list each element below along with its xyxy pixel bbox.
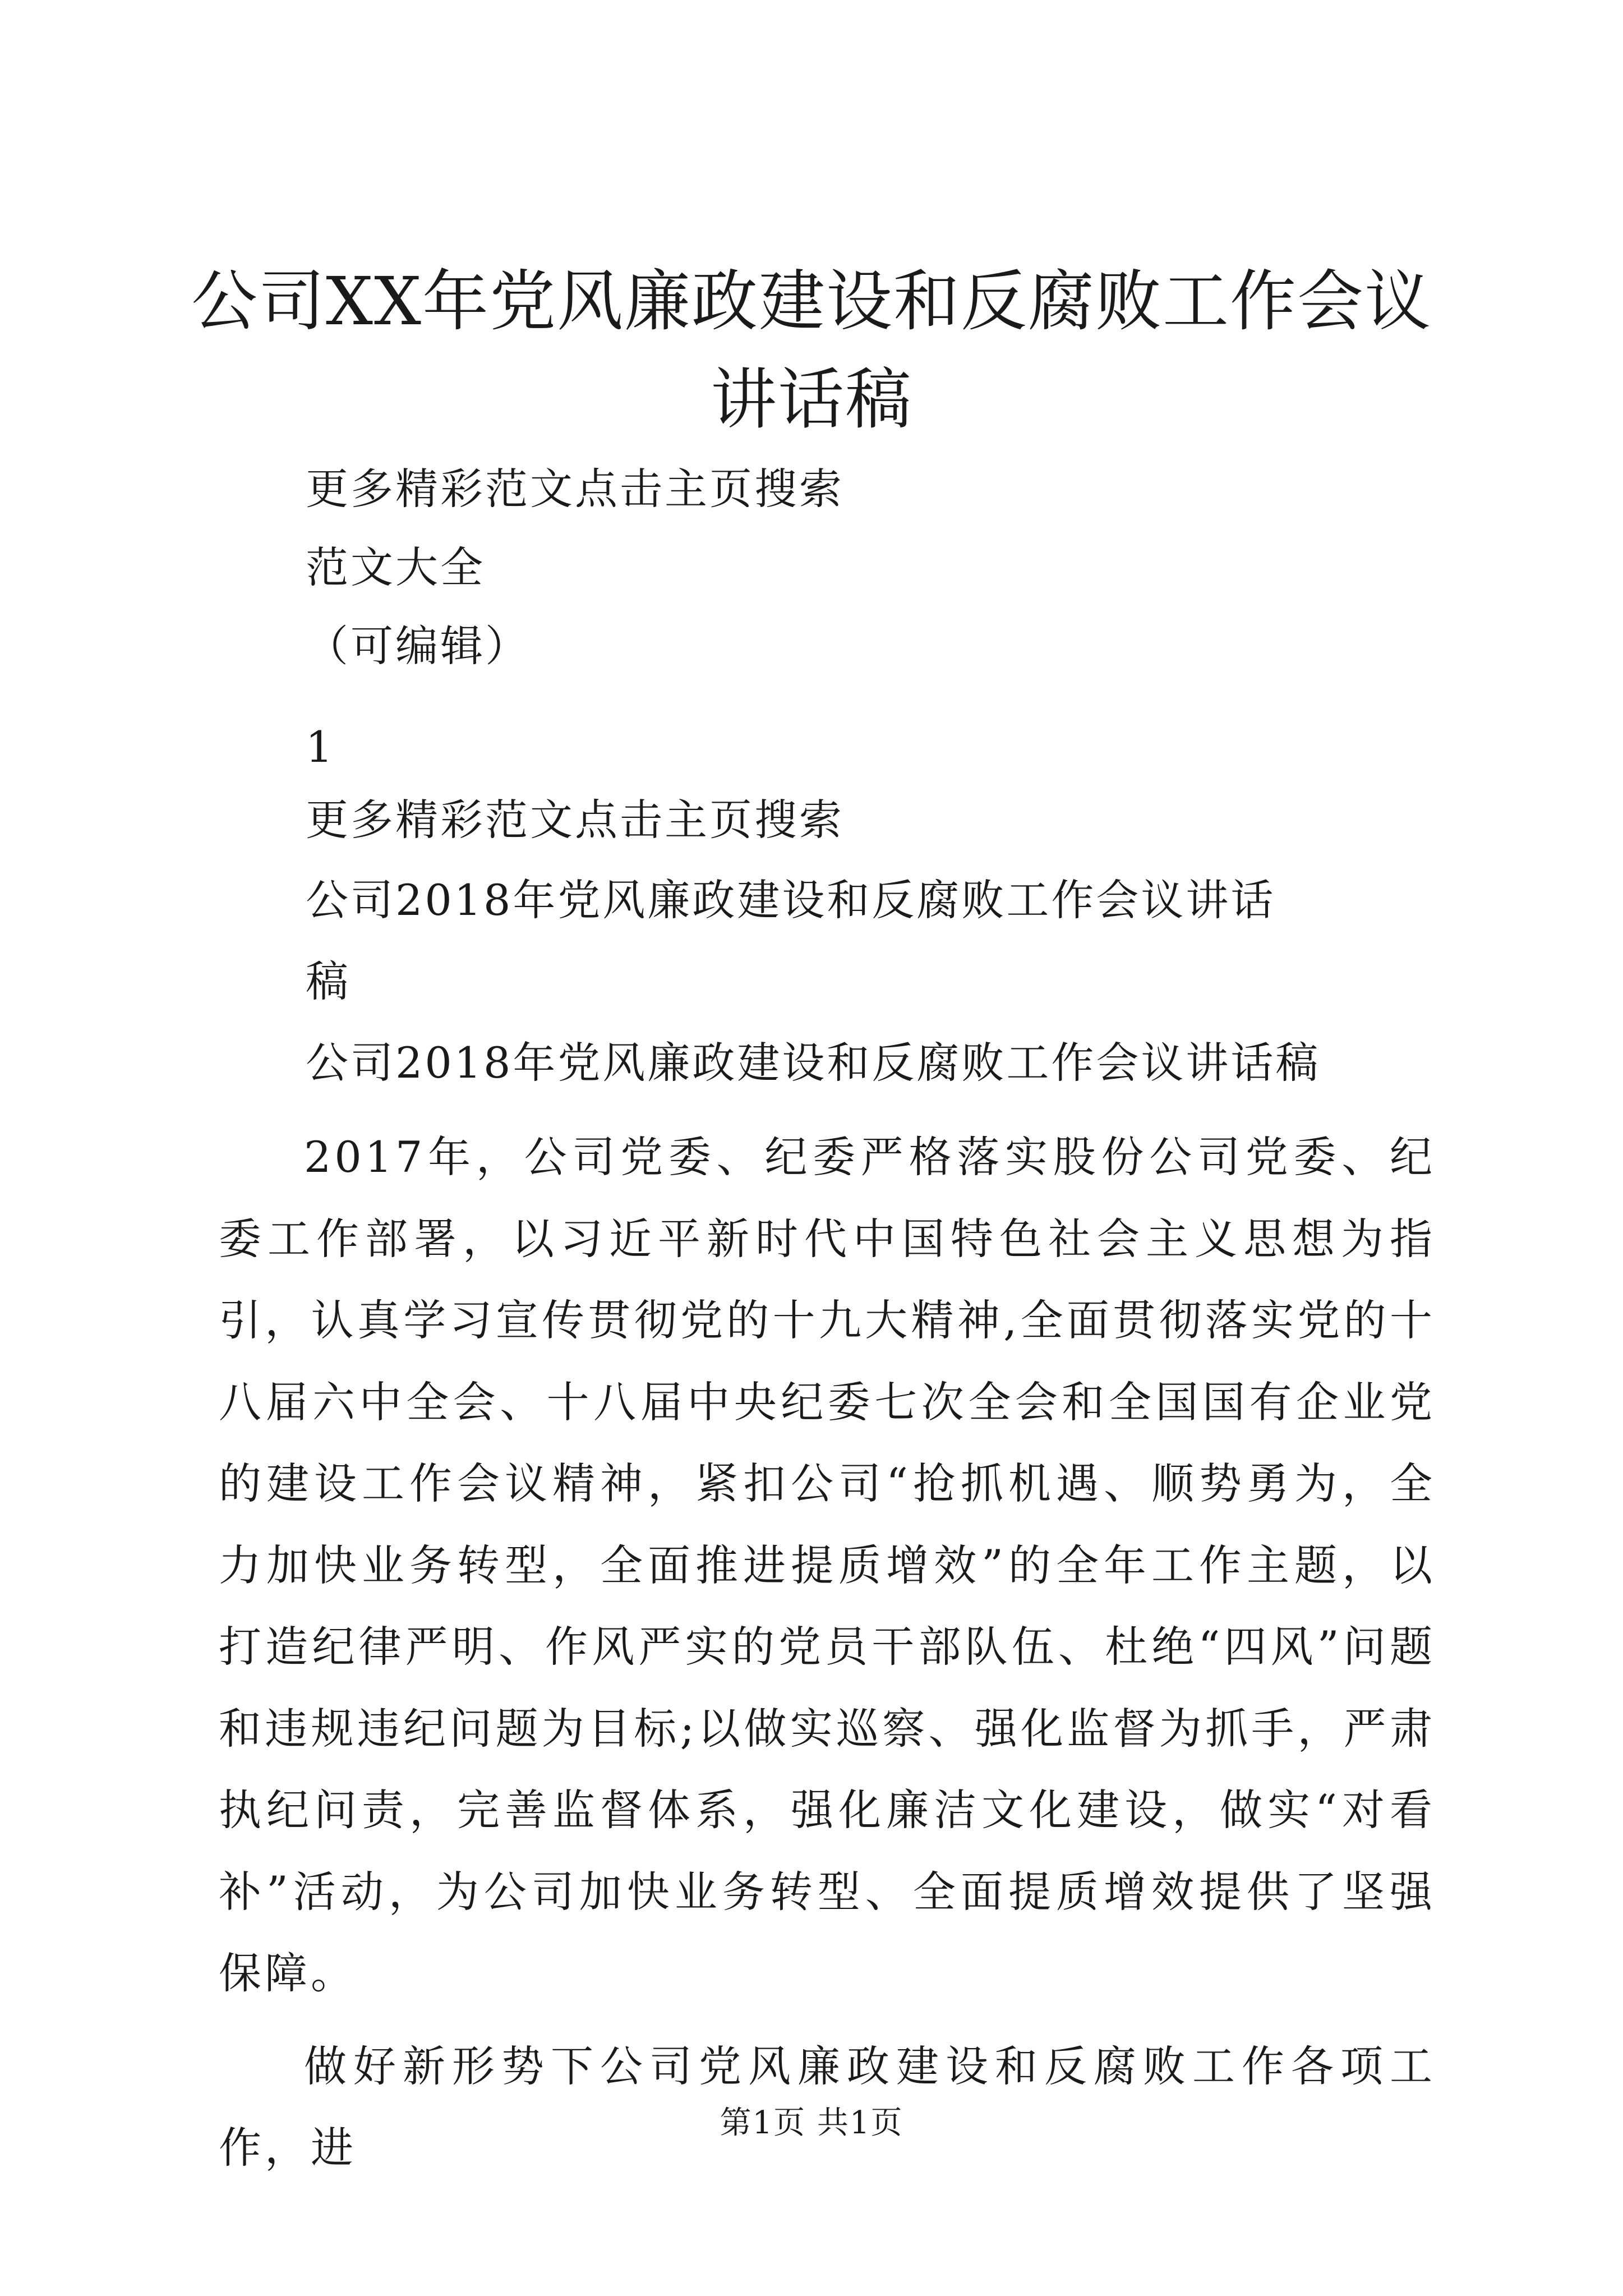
page-number-line: 1 — [306, 722, 335, 772]
subtitle-line: 公司2018年党风廉政建设和反腐败工作会议讲话 — [306, 875, 1276, 925]
promo-line-repeat: 更多精彩范文点击主页搜索 — [306, 795, 844, 845]
category-line: 范文大全 — [306, 542, 485, 592]
page-footer: 第1页 共1页 — [720, 2105, 903, 2141]
subtitle-line-wrap: 稿 — [306, 956, 351, 1006]
body-paragraph: 2017年，公司党委、纪委严格落实股份公司党委、纪委工作部署，以习近平新时代中国特色社会主义思想为指引，认真学习宣传贯彻党的十九大精神,全面贯彻落实党的十八届六中全会、十八届中央纪委七次全会和全国国有企业党的建设工作会议精神，紧扣公司“抢抓机遇、顺势勇为，全力加快业务转型，全面推进提质增效”的全年工作主题，以打造纪律严明、作风严实的党员干部队伍、杜绝“四风”问题和违规违纪问题为目标;以做实巡察、强化监督为抓手，严肃执纪问责，完善监督体系，强化廉洁文化建设，做实“对看补”活动，为公司加快业务转型、全面提质增效提供了坚强保障。 — [219, 1132, 1436, 1998]
document-body — [219, 1116, 1436, 2189]
document-title: 公司XX年党风廉政建设和反腐败工作会议讲话稿 — [191, 263, 1432, 438]
promo-line: 更多精彩范文点击主页搜索 — [306, 464, 844, 514]
editable-note: （可编辑） — [306, 621, 530, 671]
body-paragraph: 做好新形势下公司党风廉政建设和反腐败工作各项工作，进 — [219, 2041, 1436, 2173]
section-heading: 公司2018年党风廉政建设和反腐败工作会议讲话稿 — [306, 1038, 1321, 1088]
